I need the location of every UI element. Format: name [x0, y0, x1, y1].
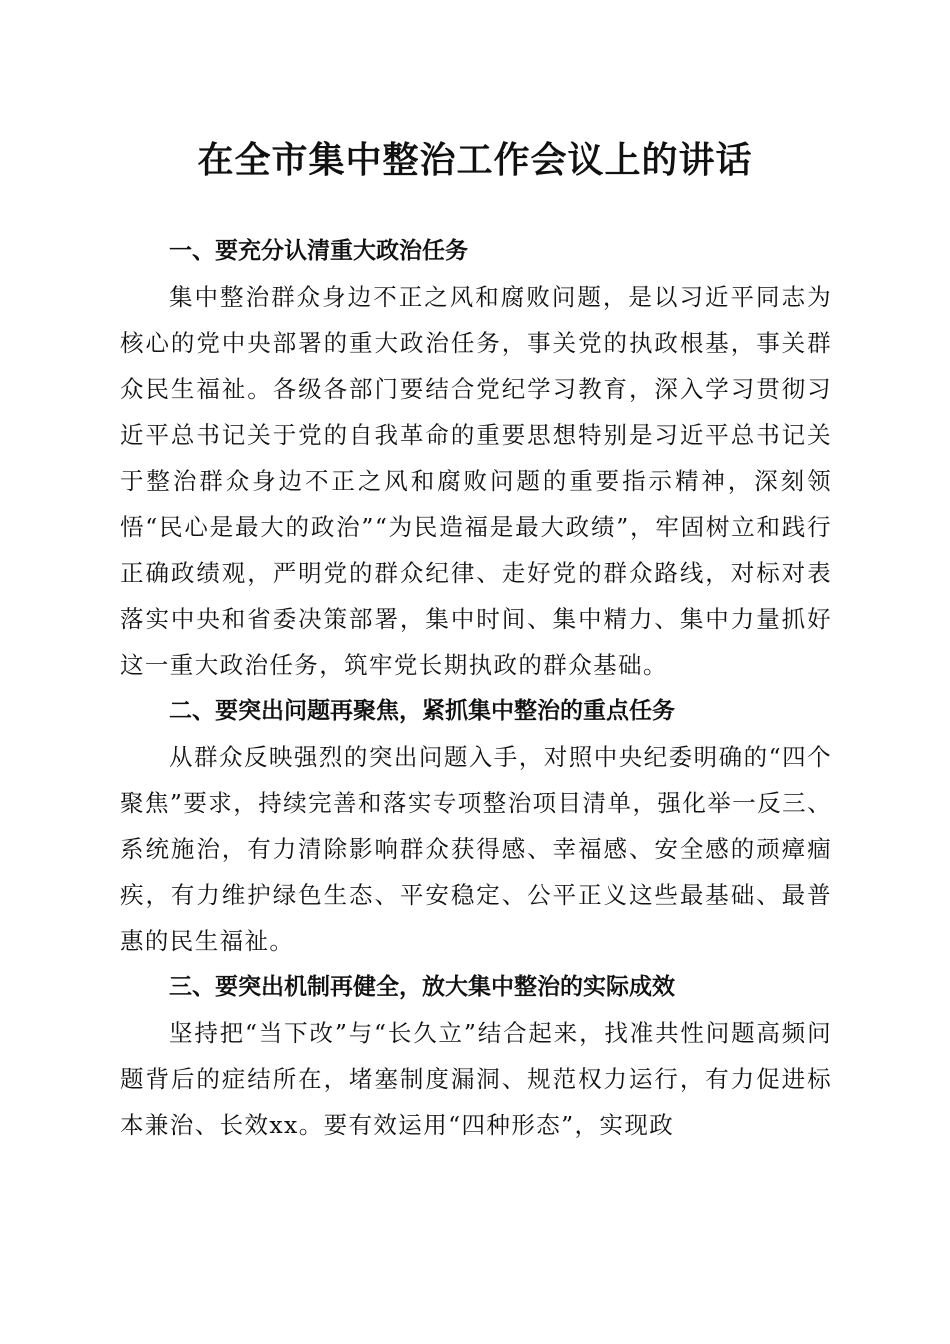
document-title: 在全市集中整治工作会议上的讲话 [197, 139, 753, 181]
section-paragraph-3: 坚持把“当下改”与“长久立”结合起来，找准共性问题高频问题背后的症结所在，堵塞制度漏洞、规范权力运行，有力促进标本兼治、长效xx。要有效运用“四种形态”，实现政 [120, 1019, 832, 1139]
section-paragraph-2: 从群众反映强烈的突出问题入手，对照中央纪委明确的“四个聚焦”要求，持续完善和落实专项整治项目清单，强化举一反三、系统施治，有力清除影响群众获得感、幸福感、安全感的顽瘴痼疾，有力维护绿色生态、平安稳定、公平正义这些最基础、最普惠的民生福祉。 [120, 743, 832, 955]
section-paragraph-1: 集中整治群众身边不正之风和腐败问题，是以习近平同志为核心的党中央部署的重大政治任务，事关党的执政根基，事关群众民生福祉。各级各部门要结合党纪学习教育，深入学习贯彻习近平总书记关于党的自我革命的重要思想特别是习近平总书记关于整治群众身边不正之风和腐败问题的重要指示精神，深刻领悟“民心是最大的政治”“为民造福是最大政绩”，牢固树立和践行正确政绩观，严明党的群众纪律、走好党的群众路线，对标对表落实中央和省委决策部署，集中时间、集中精力、集中力量抓好这一重大政治任务，筑牢党长期执政的群众基础。 [120, 283, 832, 679]
section-heading-2: 二、要突出问题再聚焦，紧抓集中整治的重点任务 [169, 698, 675, 724]
section-heading-1: 一、要充分认清重大政治任务 [169, 238, 468, 264]
document-body [120, 228, 832, 1148]
section-heading-3: 三、要突出机制再健全，放大集中整治的实际成效 [169, 974, 675, 1000]
